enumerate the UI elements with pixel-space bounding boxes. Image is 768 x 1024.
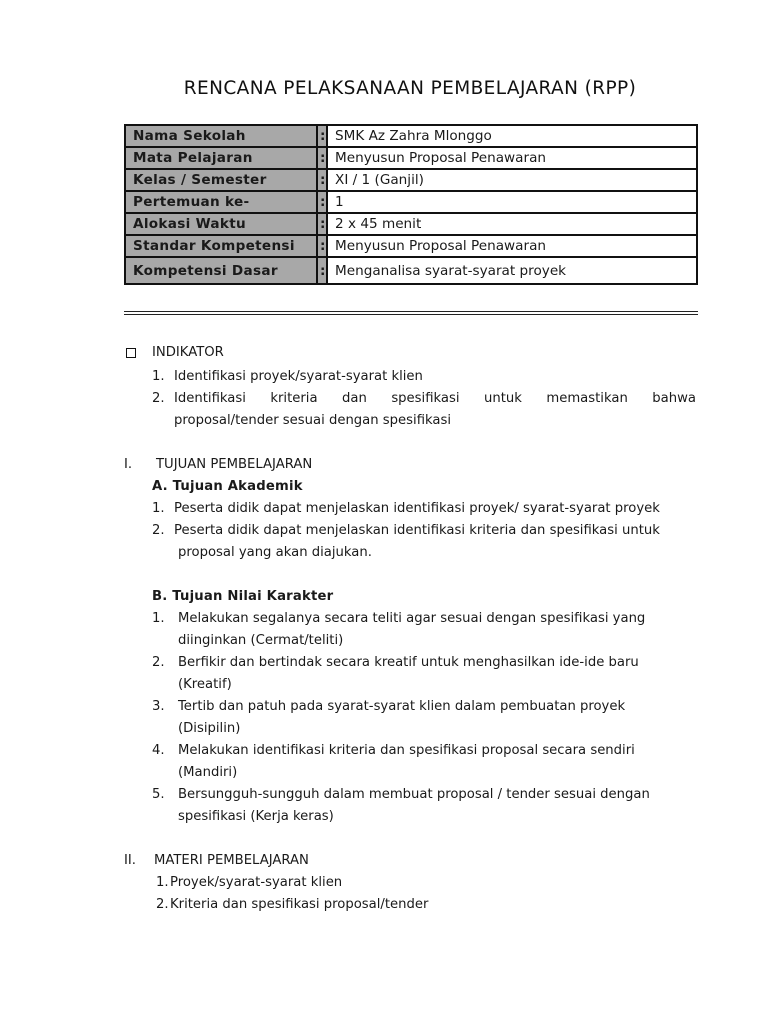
list-item: Melakukan segalanya secara teliti agar sesuai dengan spesifikasi yang bbox=[178, 611, 646, 626]
info-label: Kelas / Semester bbox=[125, 169, 317, 191]
list-item: proposal yang akan diajukan. bbox=[178, 545, 372, 560]
subsection-heading: A. Tujuan Akademik bbox=[152, 479, 303, 494]
list-num: 3. bbox=[152, 699, 165, 714]
info-row-pertemuan bbox=[125, 191, 697, 213]
list-num: 5. bbox=[152, 787, 165, 802]
list-num: 2. bbox=[152, 655, 165, 670]
info-separator: : bbox=[317, 169, 327, 191]
subsection-heading: B. Tujuan Nilai Karakter bbox=[152, 589, 334, 604]
list-num: 1. bbox=[156, 875, 169, 890]
info-label: Kompetensi Dasar bbox=[125, 257, 317, 284]
list-item: (Disipilin) bbox=[178, 721, 241, 736]
info-separator: : bbox=[317, 191, 327, 213]
info-separator: : bbox=[317, 213, 327, 235]
info-label: Mata Pelajaran bbox=[125, 147, 317, 169]
info-value: Menganalisa syarat-syarat proyek bbox=[327, 257, 697, 284]
list-num: 4. bbox=[152, 743, 165, 758]
list-item: (Mandiri) bbox=[178, 765, 238, 780]
info-row-kelas-semester bbox=[125, 169, 697, 191]
list-num: 1. bbox=[152, 611, 165, 626]
info-value: 2 x 45 menit bbox=[327, 213, 697, 235]
word: memastikan bbox=[546, 391, 628, 406]
section-roman: II. bbox=[124, 853, 136, 868]
word: bahwa bbox=[652, 391, 696, 406]
word: dan bbox=[342, 391, 367, 406]
list-item: Bersungguh-sungguh dalam membuat proposal / tender sesuai dengan bbox=[178, 787, 650, 802]
info-value: Menyusun Proposal Penawaran bbox=[327, 147, 697, 169]
info-value: SMK Az Zahra Mlonggo bbox=[327, 125, 697, 147]
list-item: Peserta didik dapat menjelaskan identifikasi kriteria dan spesifikasi untuk bbox=[174, 523, 660, 538]
list-item: Melakukan identifikasi kriteria dan spesifikasi proposal secara sendiri bbox=[178, 743, 635, 758]
info-separator: : bbox=[317, 147, 327, 169]
info-separator: : bbox=[317, 235, 327, 257]
word: spesifikasi bbox=[391, 391, 460, 406]
info-label: Pertemuan ke- bbox=[125, 191, 317, 213]
info-row-nama-sekolah bbox=[125, 125, 697, 147]
section-roman: I. bbox=[124, 457, 133, 472]
list-item: Proyek/syarat-syarat klien bbox=[170, 875, 343, 890]
info-row-mata-pelajaran bbox=[125, 147, 697, 169]
indikator-item: Identifikasi proyek/syarat-syarat klien bbox=[174, 369, 423, 384]
info-value: Menyusun Proposal Penawaran bbox=[327, 235, 697, 257]
list-num: 2. bbox=[152, 523, 165, 538]
info-row-kompetensi-dasar bbox=[125, 257, 697, 284]
info-value: 1 bbox=[327, 191, 697, 213]
section-heading: MATERI PEMBELAJARAN bbox=[154, 853, 309, 868]
info-table bbox=[124, 124, 698, 285]
document-title: RENCANA PELAKSANAAN PEMBELAJARAN (RPP) bbox=[183, 78, 637, 99]
info-label: Nama Sekolah bbox=[125, 125, 317, 147]
info-row-standar-kompetensi bbox=[125, 235, 697, 257]
indikator-num: 2. bbox=[152, 391, 165, 406]
info-value: XI / 1 (Ganjil) bbox=[327, 169, 697, 191]
info-row-alokasi-waktu bbox=[125, 213, 697, 235]
word: kriteria bbox=[270, 391, 318, 406]
divider-line bbox=[124, 311, 698, 312]
list-item: Tertib dan patuh pada syarat-syarat klien dalam pembuatan proyek bbox=[178, 699, 626, 714]
indikator-item-line bbox=[174, 391, 696, 407]
list-num: 1. bbox=[152, 501, 165, 516]
list-item: (Kreatif) bbox=[178, 677, 232, 692]
info-label: Standar Kompetensi bbox=[125, 235, 317, 257]
section-heading: TUJUAN PEMBELAJARAN bbox=[156, 457, 313, 472]
word: Identifikasi bbox=[174, 391, 246, 406]
indikator-num: 1. bbox=[152, 369, 165, 384]
list-item: diinginkan (Cermat/teliti) bbox=[178, 633, 344, 648]
word: untuk bbox=[484, 391, 522, 406]
list-item: Peserta didik dapat menjelaskan identifikasi proyek/ syarat-syarat proyek bbox=[174, 501, 660, 516]
indikator-heading: INDIKATOR bbox=[152, 345, 224, 360]
list-item: Kriteria dan spesifikasi proposal/tender bbox=[170, 897, 429, 912]
list-item: spesifikasi (Kerja keras) bbox=[178, 809, 334, 824]
list-num: 2. bbox=[156, 897, 169, 912]
checkbox-bullet-icon bbox=[126, 348, 136, 358]
list-item: Berfikir dan bertindak secara kreatif untuk menghasilkan ide-ide baru bbox=[178, 655, 639, 670]
divider-line bbox=[124, 314, 698, 315]
info-separator: : bbox=[317, 125, 327, 147]
indikator-item-line: proposal/tender sesuai dengan spesifikasi bbox=[174, 413, 452, 428]
info-label: Alokasi Waktu bbox=[125, 213, 317, 235]
info-separator: : bbox=[317, 257, 327, 284]
